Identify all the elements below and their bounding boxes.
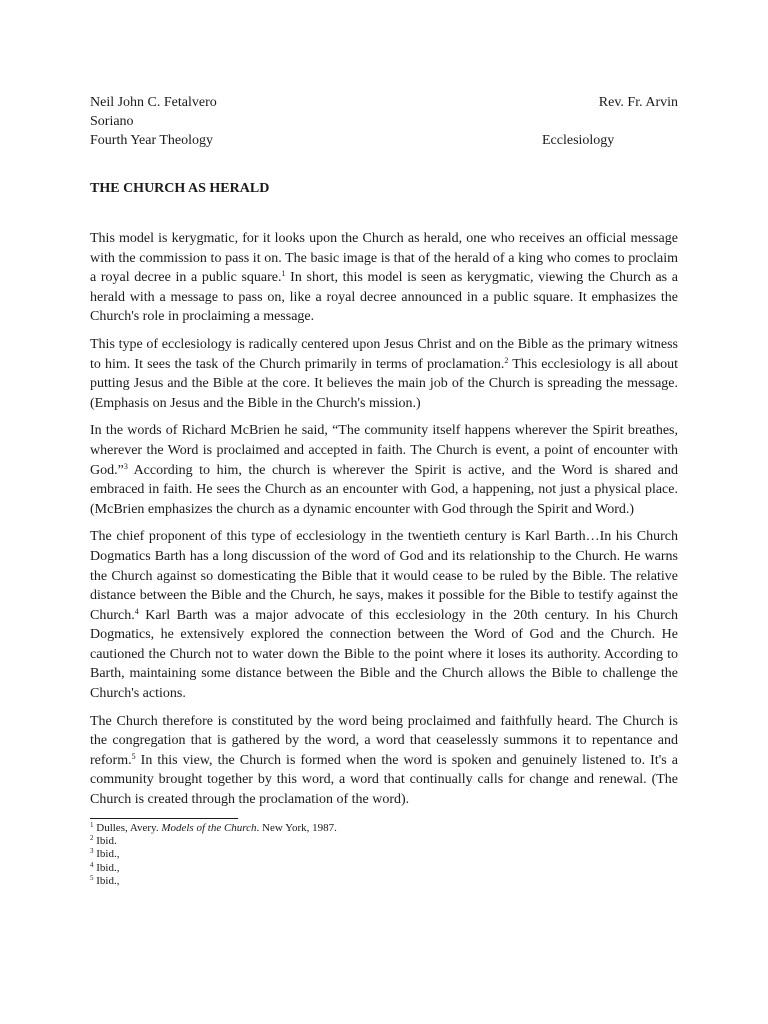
footnote-3 — [90, 848, 678, 861]
footnote-1 — [90, 822, 678, 835]
footnote-text: . New York, 1987. — [256, 821, 337, 834]
paragraph-text: The Church therefore is constituted by the word being proclaimed and faithfully heard. The Church is the congregation that is gathered by the word, a word that ceaselessly summons it to repentance and reform. — [90, 713, 678, 768]
footnote-ref: 2 — [504, 355, 509, 365]
footnote-ref: 5 — [131, 751, 136, 761]
footnote-text: Ibid., — [93, 875, 120, 888]
footnote-ref: 4 — [134, 606, 139, 616]
paragraph-text: In the words of Richard McBrien he said, “The community itself happens wherever the Spirit breathes, wherever the Word is proclaimed and accepted in faith. The Church is event, a point of encounter with God.” — [90, 423, 678, 478]
footnote-number: 1 — [90, 820, 94, 829]
footnote-number: 2 — [90, 834, 94, 843]
footnote-number: 4 — [90, 860, 94, 869]
professor-name: Rev. Fr. Arvin — [598, 95, 678, 110]
paragraph-text: Karl Barth was a major advocate of this ecclesiology in the 20th century. In his Church Dogmatics, he extensively explored the connection between the Word of God and the Church. He cautioned the Church not to water down the Bible to the point where it loses its authority. According to Barth, maintaining some distance between the Bible and the Church allows the Bible to challenge the Church's actions. — [90, 607, 678, 702]
header-row-2 — [90, 112, 678, 131]
paragraph-text: In short, this model is seen as kerygmatic, viewing the Church as a herald with a message to pass on, like a royal decree announced in a public square. It emphasizes the Church's role in proclaiming a message. — [90, 270, 678, 325]
paragraph-text: The chief proponent of this type of ecclesiology in the twentieth century is Karl Barth…In his Church Dogmatics Barth has a long discussion of the word of God and its relationship to the Church. He warns the Church against so domesticating the Bible that it would cease to be ruled by the Bible. The relative distance between the Bible and the Church, he says, makes it possible for the Bible to testify against the Church. — [90, 529, 678, 623]
footnote-text: Ibid., — [93, 848, 120, 861]
paragraph-text: In this view, the Church is formed when the word is spoken and genuinely listened to. It's a community brought together by this word, a word that continually calls for change and renewal. (The Church is created through the proclamation of the word). — [90, 752, 678, 808]
footnotes — [90, 822, 678, 889]
course-level: Fourth Year Theology — [90, 133, 214, 148]
page-content — [90, 93, 678, 889]
footnote-ref: 1 — [281, 269, 286, 279]
document-title: THE CHURCH AS HERALD — [90, 181, 270, 196]
footnote-text: Dulles, Avery. — [93, 821, 162, 834]
paragraph-text: This type of ecclesiology is radically centered upon Jesus Christ and on the Bible as the primary witness to him. It sees the task of the Church primarily in terms of proclamation. — [90, 336, 678, 372]
document-body — [90, 229, 678, 810]
footnote-5 — [90, 875, 678, 888]
paragraph-4 — [90, 527, 678, 703]
paragraph-3 — [90, 421, 678, 519]
footnote-ref: 3 — [123, 461, 128, 471]
header-row-3 — [90, 131, 678, 150]
paragraph-1 — [90, 229, 678, 327]
footnote-4 — [90, 862, 678, 875]
footnote-book-title: Models of the Church — [161, 821, 257, 834]
subject-name: Ecclesiology — [542, 133, 615, 148]
footnote-number: 3 — [90, 847, 94, 856]
footnote-2 — [90, 835, 678, 848]
footnote-number: 5 — [90, 874, 94, 883]
professor-surname: Soriano — [90, 114, 134, 129]
footnote-text: Ibid. — [93, 835, 117, 848]
author-name: Neil John C. Fetalvero — [90, 95, 217, 110]
paragraph-text: This model is kerygmatic, for it looks upon the Church as herald, one who receives an official message with the commission to pass it on. The basic image is that of the herald of a king who comes to proclaim a royal decree in a public square. — [90, 231, 678, 286]
paragraph-2 — [90, 335, 678, 413]
header-row-1 — [90, 93, 678, 112]
paragraph-5 — [90, 712, 678, 810]
footnote-text: Ibid., — [93, 861, 120, 874]
footnote-divider — [90, 818, 238, 819]
paragraph-text: This ecclesiology is all about putting Jesus and the Bible at the core. It believes the main job of the Church is spreading the message. (Emphasis on Jesus and the Bible in the Church's mission.) — [90, 356, 679, 411]
paragraph-text: According to him, the church is wherever the Spirit is active, and the Word is shared and embraced in faith. He sees the Church as an encounter with God, a happening, not just a physical place. (McBrien emphasizes the church as a dynamic encounter with God through the Spirit and Word.) — [90, 462, 678, 517]
